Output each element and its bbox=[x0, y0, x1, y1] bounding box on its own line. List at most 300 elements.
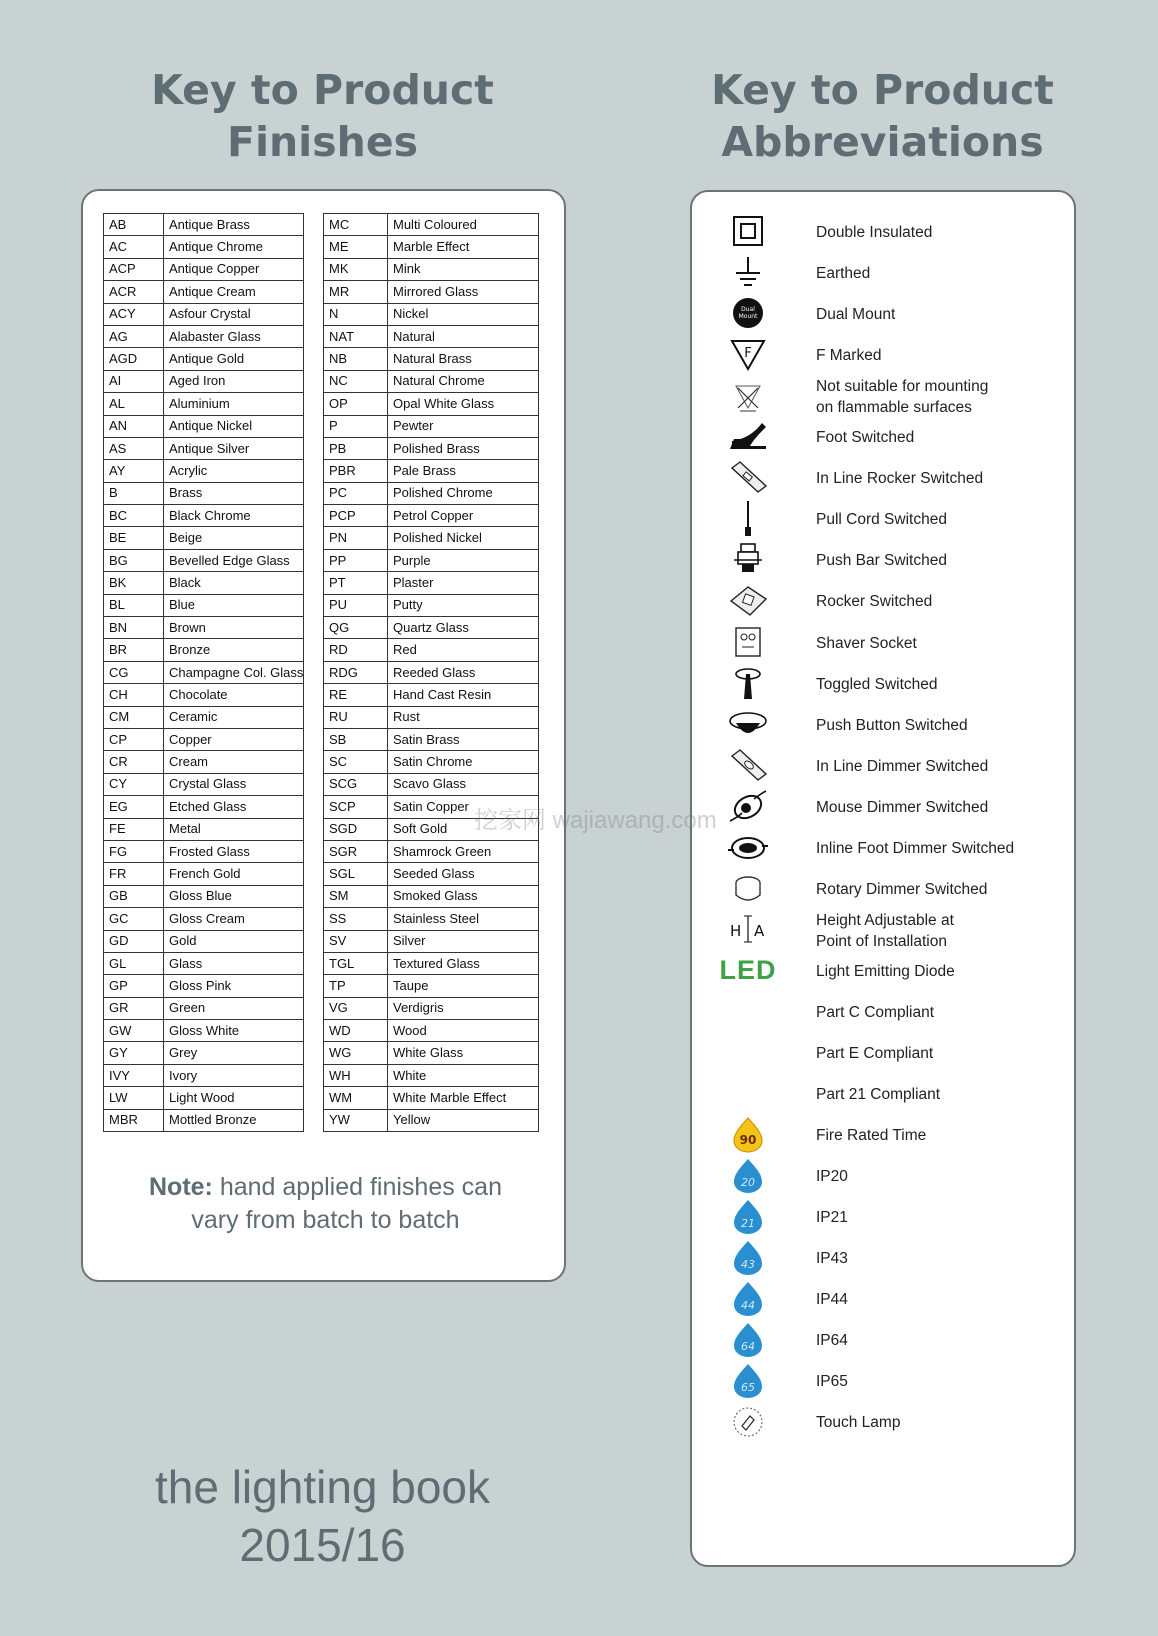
finish-name: Seeded Glass bbox=[388, 863, 539, 885]
finish-row bbox=[104, 236, 304, 258]
abbreviation-label: Not suitable for mounting on flammable surfaces bbox=[816, 378, 989, 417]
abbreviation-row bbox=[692, 460, 1078, 500]
icon-placeholder bbox=[720, 994, 776, 1030]
led-text: LED bbox=[719, 955, 777, 986]
finish-row bbox=[104, 863, 304, 885]
abbreviations-title-text: Key to Product Abbreviations bbox=[711, 66, 1054, 166]
finish-name: Gloss Pink bbox=[164, 975, 304, 997]
finish-row bbox=[324, 863, 539, 885]
finish-code: P bbox=[324, 415, 388, 437]
finish-row bbox=[104, 303, 304, 325]
finish-code: YW bbox=[324, 1109, 388, 1131]
abbreviation-row bbox=[692, 707, 1078, 747]
finish-row bbox=[324, 997, 539, 1019]
finish-name: Chocolate bbox=[164, 684, 304, 706]
finish-row bbox=[324, 393, 539, 415]
abbreviation-label: Push Button Switched bbox=[816, 716, 968, 734]
finish-row bbox=[104, 415, 304, 437]
ip-drop-icon bbox=[720, 1281, 776, 1317]
finish-code: FE bbox=[104, 818, 164, 840]
abbreviation-row bbox=[692, 1117, 1078, 1157]
finish-row bbox=[324, 437, 539, 459]
finishes-table-left bbox=[103, 213, 304, 1132]
finish-code: CY bbox=[104, 773, 164, 795]
finish-code: NB bbox=[324, 348, 388, 370]
abbreviation-row bbox=[692, 789, 1078, 829]
finish-code: CH bbox=[104, 684, 164, 706]
abbreviation-row bbox=[692, 1281, 1078, 1321]
finish-name: White Glass bbox=[388, 1042, 539, 1064]
finish-code: BC bbox=[104, 505, 164, 527]
rocker-switch-icon bbox=[720, 583, 776, 619]
rotary-dimmer-icon bbox=[720, 871, 776, 907]
svg-text:Dual: Dual bbox=[741, 306, 755, 314]
finish-row bbox=[324, 415, 539, 437]
finish-code: AL bbox=[104, 393, 164, 415]
finish-name: Natural bbox=[388, 325, 539, 347]
finish-row bbox=[104, 1064, 304, 1086]
finish-row bbox=[104, 482, 304, 504]
finish-row bbox=[324, 952, 539, 974]
finish-code: ACY bbox=[104, 303, 164, 325]
finish-name: Reeded Glass bbox=[388, 661, 539, 683]
finish-row bbox=[104, 751, 304, 773]
finish-row bbox=[104, 1020, 304, 1042]
abbreviation-label: Height Adjustable at Point of Installation bbox=[816, 911, 954, 950]
finish-code: GY bbox=[104, 1042, 164, 1064]
finish-row bbox=[324, 684, 539, 706]
abbreviation-row bbox=[692, 419, 1078, 459]
abbreviation-label: Light Emitting Diode bbox=[816, 962, 955, 980]
finish-code: B bbox=[104, 482, 164, 504]
finish-row bbox=[104, 549, 304, 571]
svg-text:H: H bbox=[730, 921, 742, 940]
abbreviation-row bbox=[692, 1363, 1078, 1403]
finish-code: TGL bbox=[324, 952, 388, 974]
not-flammable-icon bbox=[720, 378, 776, 414]
abbreviation-label: Part C Compliant bbox=[816, 1003, 935, 1021]
finish-row bbox=[104, 684, 304, 706]
finish-name: Polished Chrome bbox=[388, 482, 539, 504]
finish-code: QG bbox=[324, 617, 388, 639]
finish-row bbox=[104, 325, 304, 347]
finish-name: Petrol Copper bbox=[388, 505, 539, 527]
finish-code: SM bbox=[324, 885, 388, 907]
finish-name: Beige bbox=[164, 527, 304, 549]
earthed-icon bbox=[720, 255, 776, 291]
finish-code: BG bbox=[104, 549, 164, 571]
finish-name: Antique Brass bbox=[164, 214, 304, 236]
ip-drop-icon bbox=[720, 1199, 776, 1235]
finish-code: RE bbox=[324, 684, 388, 706]
finish-name: Red bbox=[388, 639, 539, 661]
finish-name: Putty bbox=[388, 594, 539, 616]
abbreviation-label: Part 21 Compliant bbox=[816, 1086, 941, 1104]
ip-drop-icon bbox=[720, 1363, 776, 1399]
icon-number: 20 bbox=[741, 1176, 755, 1190]
finish-row bbox=[104, 885, 304, 907]
finish-name: Mink bbox=[388, 258, 539, 280]
abbreviation-label: Toggled Switched bbox=[816, 675, 938, 693]
finish-code: AY bbox=[104, 460, 164, 482]
abbreviation-label: IP64 bbox=[816, 1332, 848, 1350]
abbreviation-row bbox=[692, 214, 1078, 254]
finish-code: AB bbox=[104, 214, 164, 236]
finish-row bbox=[324, 751, 539, 773]
abbreviation-row bbox=[692, 583, 1078, 623]
abbreviation-label: In Line Dimmer Switched bbox=[816, 757, 989, 775]
finish-name: Bevelled Edge Glass bbox=[164, 549, 304, 571]
finish-name: Ceramic bbox=[164, 706, 304, 728]
finish-row bbox=[324, 706, 539, 728]
finish-name: Gloss White bbox=[164, 1020, 304, 1042]
abbreviation-label: Mouse Dimmer Switched bbox=[816, 798, 989, 816]
abbreviations-title bbox=[690, 64, 1075, 168]
finish-row bbox=[104, 594, 304, 616]
finish-row bbox=[104, 952, 304, 974]
finish-name: Copper bbox=[164, 728, 304, 750]
abbreviation-label: Dual Mount bbox=[816, 306, 896, 324]
finish-code: LW bbox=[104, 1087, 164, 1109]
abbreviation-row bbox=[692, 830, 1078, 870]
finish-code: RDG bbox=[324, 661, 388, 683]
finish-row bbox=[104, 661, 304, 683]
finish-name: Green bbox=[164, 997, 304, 1019]
finish-row bbox=[104, 393, 304, 415]
finish-name: Polished Brass bbox=[388, 437, 539, 459]
finish-code: MC bbox=[324, 214, 388, 236]
finish-row bbox=[324, 1042, 539, 1064]
abbreviation-row bbox=[692, 378, 1078, 418]
finishes-note bbox=[83, 1171, 568, 1237]
finish-name: Natural Brass bbox=[388, 348, 539, 370]
abbreviation-row bbox=[692, 953, 1078, 993]
finish-name: Pewter bbox=[388, 415, 539, 437]
finish-code: SB bbox=[324, 728, 388, 750]
finish-code: CP bbox=[104, 728, 164, 750]
abbreviation-label: F Marked bbox=[816, 347, 882, 365]
finish-name: Antique Gold bbox=[164, 348, 304, 370]
finish-name: Satin Brass bbox=[388, 728, 539, 750]
finish-name: Verdigris bbox=[388, 997, 539, 1019]
finish-row bbox=[324, 975, 539, 997]
abbreviation-label: Part E Compliant bbox=[816, 1045, 934, 1062]
icon-placeholder bbox=[720, 1076, 776, 1112]
finish-code: GC bbox=[104, 908, 164, 930]
abbreviations-panel bbox=[690, 190, 1076, 1567]
finish-code: BE bbox=[104, 527, 164, 549]
finish-name: Metal bbox=[164, 818, 304, 840]
finish-row bbox=[104, 930, 304, 952]
finish-name: Antique Cream bbox=[164, 281, 304, 303]
finishes-title bbox=[80, 64, 565, 168]
finish-row bbox=[324, 549, 539, 571]
finish-code: SCP bbox=[324, 796, 388, 818]
abbreviation-row bbox=[692, 1076, 1078, 1116]
f-marked-icon bbox=[720, 337, 776, 373]
finish-row bbox=[324, 303, 539, 325]
finish-name: Rust bbox=[388, 706, 539, 728]
finish-row bbox=[324, 281, 539, 303]
finish-name: Antique Nickel bbox=[164, 415, 304, 437]
finish-name: Blue bbox=[164, 594, 304, 616]
finish-row bbox=[324, 1064, 539, 1086]
finish-name: Satin Copper bbox=[388, 796, 539, 818]
abbreviation-row bbox=[692, 501, 1078, 541]
finish-row bbox=[324, 908, 539, 930]
finish-row bbox=[324, 594, 539, 616]
icon-number: 44 bbox=[741, 1299, 755, 1313]
ip-drop-icon bbox=[720, 1322, 776, 1358]
finish-row bbox=[104, 348, 304, 370]
abbreviation-row bbox=[692, 1240, 1078, 1280]
finishes-title-text: Key to Product Finishes bbox=[151, 66, 494, 166]
finish-name: French Gold bbox=[164, 863, 304, 885]
finish-row bbox=[324, 325, 539, 347]
finishes-panel bbox=[81, 189, 566, 1282]
foot-switch-icon bbox=[720, 419, 776, 455]
finish-code: FR bbox=[104, 863, 164, 885]
finish-name: Ivory bbox=[164, 1064, 304, 1086]
abbreviation-label: In Line Rocker Switched bbox=[816, 470, 984, 488]
finish-code: AG bbox=[104, 325, 164, 347]
finish-row bbox=[104, 908, 304, 930]
finish-row bbox=[104, 818, 304, 840]
abbreviation-row bbox=[692, 296, 1078, 336]
finish-name: Marble Effect bbox=[388, 236, 539, 258]
push-button-icon bbox=[720, 707, 776, 743]
finish-name: Yellow bbox=[388, 1109, 539, 1131]
finish-name: Black bbox=[164, 572, 304, 594]
finish-row bbox=[104, 527, 304, 549]
finish-code: CM bbox=[104, 706, 164, 728]
finish-name: Smoked Glass bbox=[388, 885, 539, 907]
finish-code: RD bbox=[324, 639, 388, 661]
icon-number: 43 bbox=[741, 1258, 755, 1272]
abbreviation-row bbox=[692, 255, 1078, 295]
finish-row bbox=[104, 975, 304, 997]
finish-name: Black Chrome bbox=[164, 505, 304, 527]
finish-name: Scavo Glass bbox=[388, 773, 539, 795]
finish-code: SV bbox=[324, 930, 388, 952]
finish-name: Asfour Crystal bbox=[164, 303, 304, 325]
finish-code: GR bbox=[104, 997, 164, 1019]
finish-name: Frosted Glass bbox=[164, 840, 304, 862]
finish-code: SGD bbox=[324, 818, 388, 840]
ip-drop-icon bbox=[720, 1240, 776, 1276]
finish-name: Aged Iron bbox=[164, 370, 304, 392]
height-adjustable-icon bbox=[720, 912, 776, 948]
finish-code: SCG bbox=[324, 773, 388, 795]
finish-name: Antique Silver bbox=[164, 437, 304, 459]
note-line1: hand applied finishes can bbox=[212, 1173, 502, 1201]
finish-name: Textured Glass bbox=[388, 952, 539, 974]
inline-foot-dimmer-icon bbox=[720, 830, 776, 866]
abbreviation-row bbox=[692, 748, 1078, 788]
finish-code: FG bbox=[104, 840, 164, 862]
abbreviation-row bbox=[692, 625, 1078, 665]
finish-row bbox=[104, 214, 304, 236]
finish-name: Soft Gold bbox=[388, 818, 539, 840]
finish-code: PP bbox=[324, 549, 388, 571]
finish-code: CR bbox=[104, 751, 164, 773]
abbreviation-label: Pull Cord Switched bbox=[816, 511, 947, 529]
finish-name: Antique Chrome bbox=[164, 236, 304, 258]
ip-drop-icon bbox=[720, 1158, 776, 1194]
finish-code: WM bbox=[324, 1087, 388, 1109]
finish-row bbox=[324, 258, 539, 280]
finish-code: ME bbox=[324, 236, 388, 258]
finish-code: BR bbox=[104, 639, 164, 661]
push-bar-icon bbox=[720, 542, 776, 578]
finish-code: NC bbox=[324, 370, 388, 392]
finish-row bbox=[324, 617, 539, 639]
icon-number: 21 bbox=[741, 1217, 755, 1231]
finish-row bbox=[324, 348, 539, 370]
finish-code: PT bbox=[324, 572, 388, 594]
finish-code: MBR bbox=[104, 1109, 164, 1131]
finish-name: Antique Copper bbox=[164, 258, 304, 280]
abbreviation-label: IP44 bbox=[816, 1291, 848, 1309]
finish-row bbox=[324, 1087, 539, 1109]
finish-name: Cream bbox=[164, 751, 304, 773]
book-title bbox=[80, 1458, 565, 1574]
finish-code: PB bbox=[324, 437, 388, 459]
icon-number: 65 bbox=[741, 1381, 755, 1395]
finish-row bbox=[104, 773, 304, 795]
finish-code: MR bbox=[324, 281, 388, 303]
finish-row bbox=[104, 258, 304, 280]
finish-name: Brass bbox=[164, 482, 304, 504]
finish-name: Alabaster Glass bbox=[164, 325, 304, 347]
icon-number: 64 bbox=[741, 1340, 755, 1354]
abbreviation-row bbox=[692, 1404, 1078, 1444]
finish-row bbox=[324, 482, 539, 504]
abbreviation-label: Shaver Socket bbox=[816, 634, 917, 652]
finish-code: PC bbox=[324, 482, 388, 504]
finish-row bbox=[324, 885, 539, 907]
finish-row bbox=[324, 840, 539, 862]
finish-code: NAT bbox=[324, 325, 388, 347]
finish-code: AGD bbox=[104, 348, 164, 370]
finish-code: GD bbox=[104, 930, 164, 952]
abbreviation-row bbox=[692, 912, 1078, 952]
abbreviation-row bbox=[692, 994, 1078, 1034]
finish-row bbox=[104, 1109, 304, 1131]
finish-row bbox=[104, 617, 304, 639]
finish-code: IVY bbox=[104, 1064, 164, 1086]
finish-code: MK bbox=[324, 258, 388, 280]
finish-name: Brown bbox=[164, 617, 304, 639]
finish-code: BK bbox=[104, 572, 164, 594]
finish-row bbox=[324, 505, 539, 527]
finish-name: Gloss Cream bbox=[164, 908, 304, 930]
finish-code: OP bbox=[324, 393, 388, 415]
finish-name: Plaster bbox=[388, 572, 539, 594]
finish-name: Purple bbox=[388, 549, 539, 571]
fire-rated-icon bbox=[720, 1117, 776, 1153]
finish-name: Nickel bbox=[388, 303, 539, 325]
finish-code: TP bbox=[324, 975, 388, 997]
finish-code: AN bbox=[104, 415, 164, 437]
abbreviation-label: Fire Rated Time bbox=[816, 1127, 927, 1145]
finish-name: Aluminium bbox=[164, 393, 304, 415]
finish-name: Silver bbox=[388, 930, 539, 952]
finish-name: Bronze bbox=[164, 639, 304, 661]
abbreviation-label: Rotary Dimmer Switched bbox=[816, 880, 988, 898]
finish-code: ACR bbox=[104, 281, 164, 303]
finish-code: PU bbox=[324, 594, 388, 616]
finish-name: Satin Chrome bbox=[388, 751, 539, 773]
finish-name: Shamrock Green bbox=[388, 840, 539, 862]
finish-name: Gold bbox=[164, 930, 304, 952]
abbreviation-label: Double Insulated bbox=[816, 224, 933, 241]
finish-row bbox=[324, 1109, 539, 1131]
finish-name: Opal White Glass bbox=[388, 393, 539, 415]
abbreviation-label: Touch Lamp bbox=[816, 1414, 901, 1432]
finish-row bbox=[324, 639, 539, 661]
abbreviation-row bbox=[692, 871, 1078, 911]
finish-code: GW bbox=[104, 1020, 164, 1042]
abbreviation-row bbox=[692, 1035, 1078, 1075]
finish-row bbox=[324, 460, 539, 482]
svg-text:Mount: Mount bbox=[738, 313, 758, 321]
finish-code: GP bbox=[104, 975, 164, 997]
finish-row bbox=[104, 706, 304, 728]
finish-code: BN bbox=[104, 617, 164, 639]
icon-number: 90 bbox=[739, 1133, 757, 1148]
finish-code: SGL bbox=[324, 863, 388, 885]
icon-placeholder bbox=[720, 1035, 776, 1071]
finish-row bbox=[324, 930, 539, 952]
mouse-dimmer-icon bbox=[720, 789, 776, 825]
finish-name: Etched Glass bbox=[164, 796, 304, 818]
dual-mount-icon bbox=[720, 296, 776, 332]
finish-code: CG bbox=[104, 661, 164, 683]
abbreviation-row bbox=[692, 666, 1078, 706]
finish-code: PCP bbox=[324, 505, 388, 527]
abbreviation-row bbox=[692, 1199, 1078, 1239]
finish-code: WD bbox=[324, 1020, 388, 1042]
finish-row bbox=[324, 572, 539, 594]
finish-code: GB bbox=[104, 885, 164, 907]
finish-row bbox=[104, 281, 304, 303]
abbreviation-label: Rocker Switched bbox=[816, 593, 933, 611]
finish-name: White Marble Effect bbox=[388, 1087, 539, 1109]
shaver-socket-icon bbox=[720, 625, 776, 661]
finish-code: AI bbox=[104, 370, 164, 392]
finish-name: Crystal Glass bbox=[164, 773, 304, 795]
finish-row bbox=[104, 437, 304, 459]
finish-name: Acrylic bbox=[164, 460, 304, 482]
finish-row bbox=[104, 840, 304, 862]
inline-rocker-icon bbox=[720, 460, 776, 496]
finish-name: Glass bbox=[164, 952, 304, 974]
finish-row bbox=[104, 997, 304, 1019]
finish-name: Gloss Blue bbox=[164, 885, 304, 907]
pull-cord-icon bbox=[720, 501, 776, 537]
finish-row bbox=[324, 236, 539, 258]
finish-code: ACP bbox=[104, 258, 164, 280]
double-insulated-icon bbox=[720, 214, 776, 250]
abbreviation-label: IP43 bbox=[816, 1250, 848, 1268]
finish-row bbox=[324, 728, 539, 750]
finish-row bbox=[324, 214, 539, 236]
abbreviation-row bbox=[692, 1322, 1078, 1362]
abbreviation-label: IP65 bbox=[816, 1373, 848, 1391]
finish-name: Light Wood bbox=[164, 1087, 304, 1109]
finish-code: BL bbox=[104, 594, 164, 616]
